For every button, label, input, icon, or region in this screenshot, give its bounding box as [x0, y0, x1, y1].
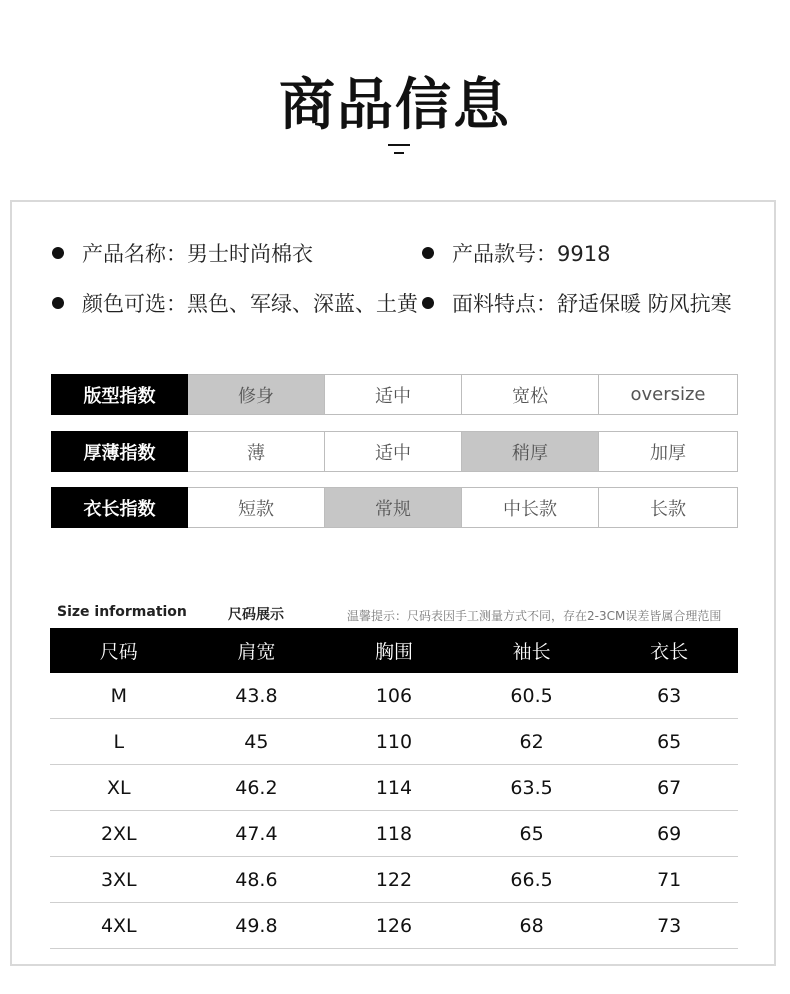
size-table-header-cell: 尺码 — [99, 641, 138, 663]
table-cell: 63.5 — [510, 776, 553, 799]
size-table-header-cell: 胸围 — [374, 641, 413, 663]
table-row — [50, 857, 738, 903]
table-cell: 49.8 — [235, 914, 278, 937]
size-table-header — [50, 628, 738, 673]
size-table-header-cell: 肩宽 — [237, 641, 276, 663]
table-cell: 43.8 — [235, 684, 278, 707]
table-cell: L — [113, 730, 125, 753]
thickness-index-option: 加厚 — [599, 431, 738, 472]
bullet-icon — [52, 297, 64, 309]
size-table-header-cell: 衣长 — [650, 641, 689, 663]
info-product-name-text: 产品名称：男士时尚棉衣 — [82, 242, 313, 266]
title-underline-mark — [388, 144, 410, 156]
table-cell: 106 — [375, 684, 413, 707]
size-info-label-en: Size information — [57, 604, 187, 620]
table-cell: 63 — [657, 684, 682, 707]
fit-index-option: oversize — [599, 374, 738, 415]
length-index-option: 中长款 — [462, 487, 599, 528]
table-cell: 69 — [657, 822, 682, 845]
table-cell: 67 — [657, 776, 682, 799]
size-table — [50, 628, 738, 949]
thickness-index-row — [51, 431, 739, 472]
table-cell: 48.6 — [235, 868, 278, 891]
info-product-name — [52, 240, 313, 268]
length-index-option: 长款 — [599, 487, 738, 528]
table-cell: 110 — [375, 730, 413, 753]
bullet-icon — [422, 247, 434, 259]
table-cell: 62 — [519, 730, 544, 753]
info-product-code-text: 产品款号：9918 — [452, 242, 611, 266]
fit-index-option: 适中 — [325, 374, 462, 415]
title-underline-long — [388, 144, 410, 146]
fit-index-row — [51, 374, 739, 415]
table-cell: 60.5 — [510, 684, 553, 707]
length-index-option: 常规 — [325, 487, 462, 528]
length-index-label: 衣长指数 — [51, 487, 188, 528]
table-cell: 46.2 — [235, 776, 278, 799]
table-row — [50, 673, 738, 719]
page-title: 商品信息 — [279, 73, 511, 138]
table-cell: 4XL — [100, 914, 137, 937]
table-row — [50, 765, 738, 811]
thickness-index-option: 薄 — [188, 431, 325, 472]
table-row — [50, 811, 738, 857]
info-colors-text: 颜色可选：黑色、军绿、深蓝、土黄 — [82, 292, 418, 316]
size-note: 温馨提示：尺码表因手工测量方式不同，存在2-3CM误差皆属合理范围 — [347, 609, 722, 623]
info-fabric-text: 面料特点：舒适保暖 防风抗寒 — [452, 292, 732, 316]
thickness-index-option: 适中 — [325, 431, 462, 472]
table-cell: 65 — [657, 730, 682, 753]
table-cell: 122 — [375, 868, 413, 891]
bullet-icon — [52, 247, 64, 259]
table-cell: 71 — [657, 868, 682, 891]
size-table-header-cell: 袖长 — [512, 641, 551, 663]
info-fabric — [422, 290, 732, 318]
table-cell: 118 — [375, 822, 413, 845]
table-cell: XL — [106, 776, 131, 799]
table-row — [50, 719, 738, 765]
fit-index-label: 版型指数 — [51, 374, 188, 415]
table-cell: 45 — [244, 730, 269, 753]
table-cell: 68 — [519, 914, 544, 937]
thickness-index-option: 稍厚 — [462, 431, 599, 472]
info-colors — [52, 290, 418, 318]
table-cell: 65 — [519, 822, 544, 845]
table-row — [50, 903, 738, 949]
table-cell: 126 — [375, 914, 413, 937]
title-underline-short — [394, 152, 404, 154]
table-cell: 66.5 — [510, 868, 553, 891]
table-cell: M — [110, 684, 127, 707]
length-index-row — [51, 487, 739, 528]
thickness-index-label: 厚薄指数 — [51, 431, 188, 472]
fit-index-option: 修身 — [188, 374, 325, 415]
size-info-label-cn: 尺码展示 — [228, 607, 284, 623]
bullet-icon — [422, 297, 434, 309]
table-cell: 73 — [657, 914, 682, 937]
table-cell: 3XL — [100, 868, 137, 891]
table-cell: 2XL — [100, 822, 137, 845]
info-product-code — [422, 240, 610, 268]
table-cell: 47.4 — [235, 822, 278, 845]
length-index-option: 短款 — [188, 487, 325, 528]
table-cell: 114 — [375, 776, 413, 799]
fit-index-option: 宽松 — [462, 374, 599, 415]
